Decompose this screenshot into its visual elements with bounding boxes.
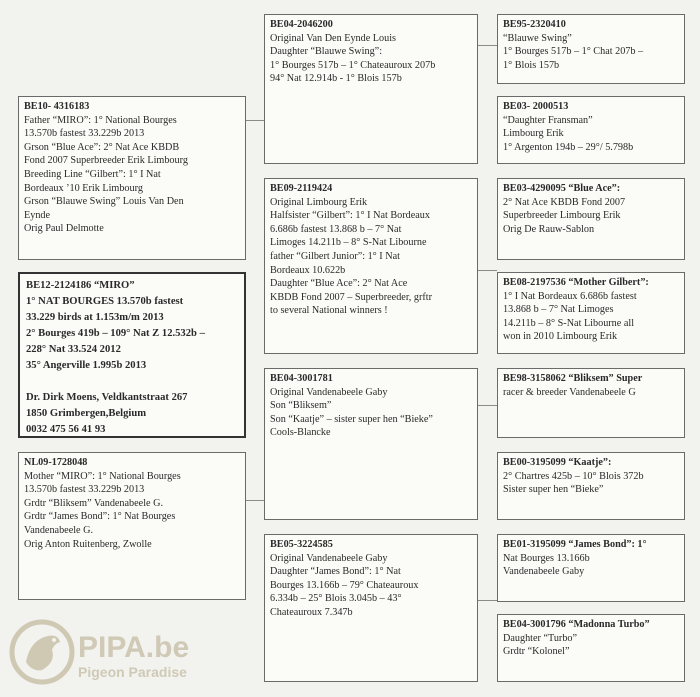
info-line: Grson “Blauwe Swing” Louis Van Den — [24, 196, 184, 208]
pedigree-box-granddam-paternal — [264, 178, 478, 354]
ring-number: BE09-2119424 — [270, 183, 333, 194]
info-line: father “Gilbert Junior”: 1° I Nat — [270, 250, 400, 262]
info-line: 1° Blois 157b — [503, 59, 560, 71]
info-line: 2° Chartres 425b – 10° Blois 372b — [503, 470, 644, 482]
info-line: “Daughter Fransman” — [503, 114, 593, 126]
info-line: Original Vandenabeele Gaby — [270, 552, 388, 564]
info-line: Orig Anton Ruitenberg, Zwolle — [24, 538, 152, 550]
info-line: 1° I Nat Bordeaux 6.686b fastest — [503, 290, 637, 302]
pedigree-box-grandsire-maternal — [264, 368, 478, 520]
info-line: “Blauwe Swing” — [503, 32, 572, 44]
pedigree-box-gg-2 — [497, 96, 685, 164]
info-line: Grdtr “Bliksem” Vandenabeele G. — [24, 497, 163, 509]
pedigree-box-gg-1 — [497, 14, 685, 84]
info-line: 6.686b fastest 13.868 b – 7° Nat — [270, 223, 402, 235]
ring-number: BE10- 4316183 — [24, 101, 90, 112]
ring-number: BE98-3158062 “Bliksem” Super — [503, 373, 643, 384]
info-line: Bordeaux ’10 Erik Limbourg — [24, 182, 143, 194]
info-line: won in 2010 Limbourg Erik — [503, 331, 618, 343]
info-line: 2° Nat Ace KBDB Fond 2007 — [503, 196, 626, 208]
info-line: Vandenabeele Gaby — [503, 566, 585, 578]
info-line: Father “MIRO”: 1° National Bourges — [24, 114, 177, 126]
ring-number: BE03- 2000513 — [503, 101, 569, 112]
logo-tagline: Pigeon Paradise — [78, 664, 187, 680]
info-line: Mother “MIRO”: 1° National Bourges — [24, 470, 181, 482]
info-line: 1° Bourges 517b – 1° Chateauroux 207b — [270, 59, 436, 71]
info-line: Original Limbourg Erik — [270, 196, 368, 208]
connector — [244, 120, 264, 121]
info-line: Sister super hen “Bieke” — [503, 484, 604, 496]
pedigree-box-dam — [18, 452, 246, 600]
info-line: Nat Bourges 13.166b — [503, 552, 590, 564]
info-line: 2° Bourges 419b – 109° Nat Z 12.532b – — [26, 328, 205, 339]
info-line: 14.211b – 8° S-Nat Libourne all — [503, 317, 635, 329]
pedigree-box-gg-6 — [497, 452, 685, 520]
info-line: Grdtr “Kolonel” — [503, 646, 570, 658]
connector — [477, 270, 497, 271]
info-line: 1° NAT BOURGES 13.570b fastest — [26, 296, 184, 307]
ring-number: BE04-3001781 — [270, 373, 333, 384]
info-line: Limbourg Erik — [503, 128, 564, 140]
ring-number: BE01-3195099 “James Bond”: 1° — [503, 539, 647, 550]
ring-number: BE05-3224585 — [270, 539, 333, 550]
info-line: Eynde — [24, 209, 51, 221]
info-line: 33.229 birds at 1.153m/m 2013 — [26, 312, 164, 323]
ring-number: BE04-3001796 “Madonna Turbo” — [503, 619, 650, 630]
info-line: Vandenabeele G. — [24, 524, 94, 536]
connector — [477, 600, 497, 601]
info-line: Superbreeder Limbourg Erik — [503, 210, 621, 222]
info-line: Daughter “Blauwe Swing”: — [270, 46, 383, 58]
connector — [244, 500, 264, 501]
info-line: Orig Paul Delmotte — [24, 223, 104, 235]
info-line: Daughter “Blue Ace”: 2° Nat Ace — [270, 278, 408, 290]
info-line: Bordeaux 10.622b — [270, 264, 346, 276]
info-line: KBDB Fond 2007 – Superbreeder, grftr — [270, 291, 432, 303]
logo-name: PIPA.be — [78, 631, 190, 664]
ring-number: BE12-2124186 “MIRO” — [26, 280, 135, 291]
info-line: Grdtr “James Bond”: 1° Nat Bourges — [24, 511, 176, 523]
pedigree-box-gg-5 — [497, 368, 685, 438]
info-line: Son “Bliksem” — [270, 400, 332, 412]
info-line: racer & breeder Vandenabeele G — [503, 386, 636, 398]
info-line: Original Vandenabeele Gaby — [270, 386, 388, 398]
ring-number: BE95-2320410 — [503, 19, 566, 30]
info-line: Orig De Rauw-Sablon — [503, 223, 595, 235]
info-line: Daughter “Turbo” — [503, 632, 578, 644]
ring-number: BE03-4290095 “Blue Ace”: — [503, 183, 621, 194]
info-line: 13.868 b – 7° Nat Limoges — [503, 304, 614, 316]
info-line: Limoges 14.211b – 8° S-Nat Libourne — [270, 237, 427, 249]
pedigree-box-gg-8 — [497, 614, 685, 682]
info-line: Chateauroux 7.347b — [270, 606, 353, 618]
info-line: Halfsister “Gilbert”: 1° I Nat Bordeaux — [270, 210, 430, 222]
info-line: Cools-Blancke — [270, 427, 331, 439]
connector — [477, 405, 497, 406]
info-line: 228° Nat 33.524 2012 — [26, 344, 121, 355]
owner-line: Dr. Dirk Moens, Veldkantstraat 267 — [26, 392, 188, 403]
info-line: 35° Angerville 1.995b 2013 — [26, 360, 147, 371]
connector — [477, 45, 497, 46]
info-line: 1° Argenton 194b – 29°/ 5.798b — [503, 141, 634, 153]
info-line: to several National winners ! — [270, 305, 388, 317]
info-line: 13.570b fastest 33.229b 2013 — [24, 128, 145, 140]
spacer — [26, 374, 238, 390]
pedigree-box-gg-4 — [497, 272, 685, 354]
info-line: Grson “Blue Ace”: 2° Nat Ace KBDB — [24, 141, 180, 153]
info-line: Fond 2007 Superbreeder Erik Limbourg — [24, 155, 188, 167]
owner-line: 1850 Grimbergen,Belgium — [26, 408, 147, 419]
info-line: 6.334b – 25° Blois 3.045b – 43° — [270, 593, 402, 605]
info-line: Original Van Den Eynde Louis — [270, 32, 396, 44]
ring-number: BE08-2197536 “Mother Gilbert”: — [503, 277, 649, 288]
owner-line: 0032 475 56 41 93 — [26, 424, 106, 435]
pedigree-box-gg-7 — [497, 534, 685, 602]
pedigree-box-granddam-maternal — [264, 534, 478, 682]
pedigree-box-gg-3 — [497, 178, 685, 260]
info-line: 13.570b fastest 33.229b 2013 — [24, 484, 145, 496]
ring-number: NL09-1728048 — [24, 457, 88, 468]
info-line: Bourges 13.166b – 79° Chateauroux — [270, 579, 419, 591]
pedigree-box-grandsire-paternal — [264, 14, 478, 164]
info-line: Son “Kaatje” – sister super hen “Bieke” — [270, 413, 433, 425]
info-line: Breeding Line “Gilbert”: 1° I Nat — [24, 168, 161, 180]
logo[interactable] — [78, 632, 189, 680]
pedigree-box-sire — [18, 96, 246, 260]
ring-number: BE00-3195099 “Kaatje”: — [503, 457, 612, 468]
pedigree-box-main — [18, 272, 246, 438]
info-line: 94° Nat 12.914b - 1° Blois 157b — [270, 73, 402, 85]
ring-number: BE04-2046200 — [270, 19, 333, 30]
info-line: 1° Bourges 517b – 1° Chat 207b – — [503, 46, 644, 58]
info-line: Daughter “James Bond”: 1° Nat — [270, 566, 401, 578]
